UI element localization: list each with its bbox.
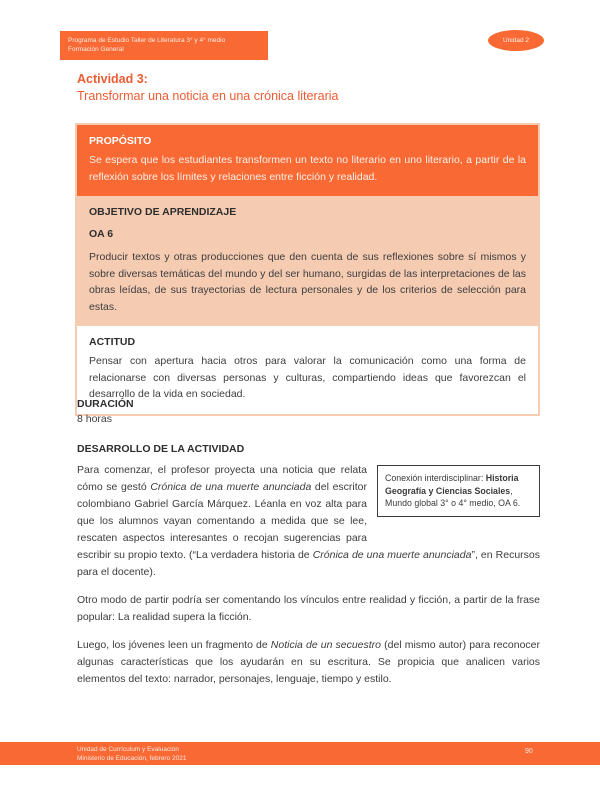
proposito-heading: PROPÓSITO: [89, 135, 152, 147]
activity-title: [77, 71, 540, 105]
activity-name: Transformar una noticia en una crónica literaria: [77, 89, 339, 103]
actitud-section: [77, 326, 538, 414]
paragraph-1-text: Para comenzar, el profesor proyecta una noticia que relata cómo se gestó: [77, 464, 367, 493]
paragraph-3-text: Luego, los jóvenes leen un fragmento de: [77, 639, 271, 651]
paragraph-3-text: (del mismo autor) para reconocer algunas características que los ayudarán en su escritura. Se propicia que analicen varios elementos del texto: narrador, personajes, lenguaje, tiempo y estilo.: [77, 639, 541, 685]
duracion-heading: DURACIÓN: [77, 398, 134, 410]
proposito-section: [77, 125, 538, 196]
footer-line2: Ministerio de Educación, febrero 2021: [77, 755, 187, 762]
paragraph-1-book-title: Crónica de una muerte anunciada: [312, 549, 472, 561]
duracion-block: [77, 397, 134, 427]
paragraph-2: Otro modo de partir podría ser comentando los vínculos entre realidad y ficción, a partir de la frase popular: La realidad supera la ficción.: [77, 594, 540, 623]
footer-credits: [77, 745, 186, 763]
actitud-heading: ACTITUD: [89, 336, 136, 348]
objetivo-section: [77, 196, 538, 326]
interdisciplinary-connection-box: [377, 465, 540, 517]
connection-suffix: , Mundo global 3° o 4° medio, OA 6.: [385, 485, 521, 508]
unit-badge: [488, 30, 544, 51]
header-program-line1: Programa de Estudio Taller de Literatura 3° y 4° medio: [68, 37, 226, 44]
objetivo-code: OA 6: [89, 228, 114, 240]
activity-label: Actividad 3:: [77, 72, 148, 86]
header-program-block: [60, 31, 268, 60]
paragraph-1-text: del escritor colombiano Gabriel García Márquez. Léanla en voz alta para que los alumnos vayan comentando a medida que se lee, rescaten aspectos interesantes o recojan sugerencias para escribir su propio texto. (“La verdadera historia de: [77, 481, 367, 561]
connection-prefix: Conexión interdisciplinar:: [385, 473, 486, 483]
header-program-line2: Formación General: [68, 46, 124, 53]
paragraph-3: [77, 637, 540, 688]
page-number: 90: [525, 748, 533, 755]
footer-line1: Unidad de Currículum y Evaluación: [77, 746, 179, 753]
proposito-text: Se espera que los estudiantes transformen un texto no literario en uno literario, a partir de la reflexión sobre los límites y relaciones entre ficción y realidad.: [89, 154, 526, 183]
unit-badge-label: Unidad 2: [502, 37, 530, 44]
objetivo-text: Producir textos y otras producciones que den cuenta de sus reflexiones sobre sí mismos y sobre diversas temáticas del mundo y del ser humano, surgidas de las interpretaciones de las obras leídas, de sus trayectorias de lectura personales y de los criterios de selección para estas.: [89, 251, 526, 313]
objetivo-heading: OBJETIVO DE APRENDIZAJE: [89, 206, 237, 218]
paragraph-1-text: ”, en Recursos para el docente).: [77, 549, 541, 578]
connection-subject: Historia Geografía y Ciencias Sociales: [385, 473, 519, 496]
page-footer: [0, 742, 600, 765]
activity-info-box: [75, 123, 540, 416]
desarrollo-body: [77, 462, 540, 688]
paragraph-1-book-title: Crónica de una muerte anunciada: [150, 481, 312, 493]
duracion-value: 8 horas: [77, 413, 113, 425]
desarrollo-heading: DESARROLLO DE LA ACTIVIDAD: [77, 443, 245, 455]
paragraph-3-book-title: Noticia de un secuestro: [270, 639, 382, 651]
actitud-text: Pensar con apertura hacia otros para valorar la comunicación como una forma de relacionarse con diversas personas y culturas, compartiendo ideas que favorezcan el desarrollo de la vida en sociedad.: [89, 355, 526, 400]
